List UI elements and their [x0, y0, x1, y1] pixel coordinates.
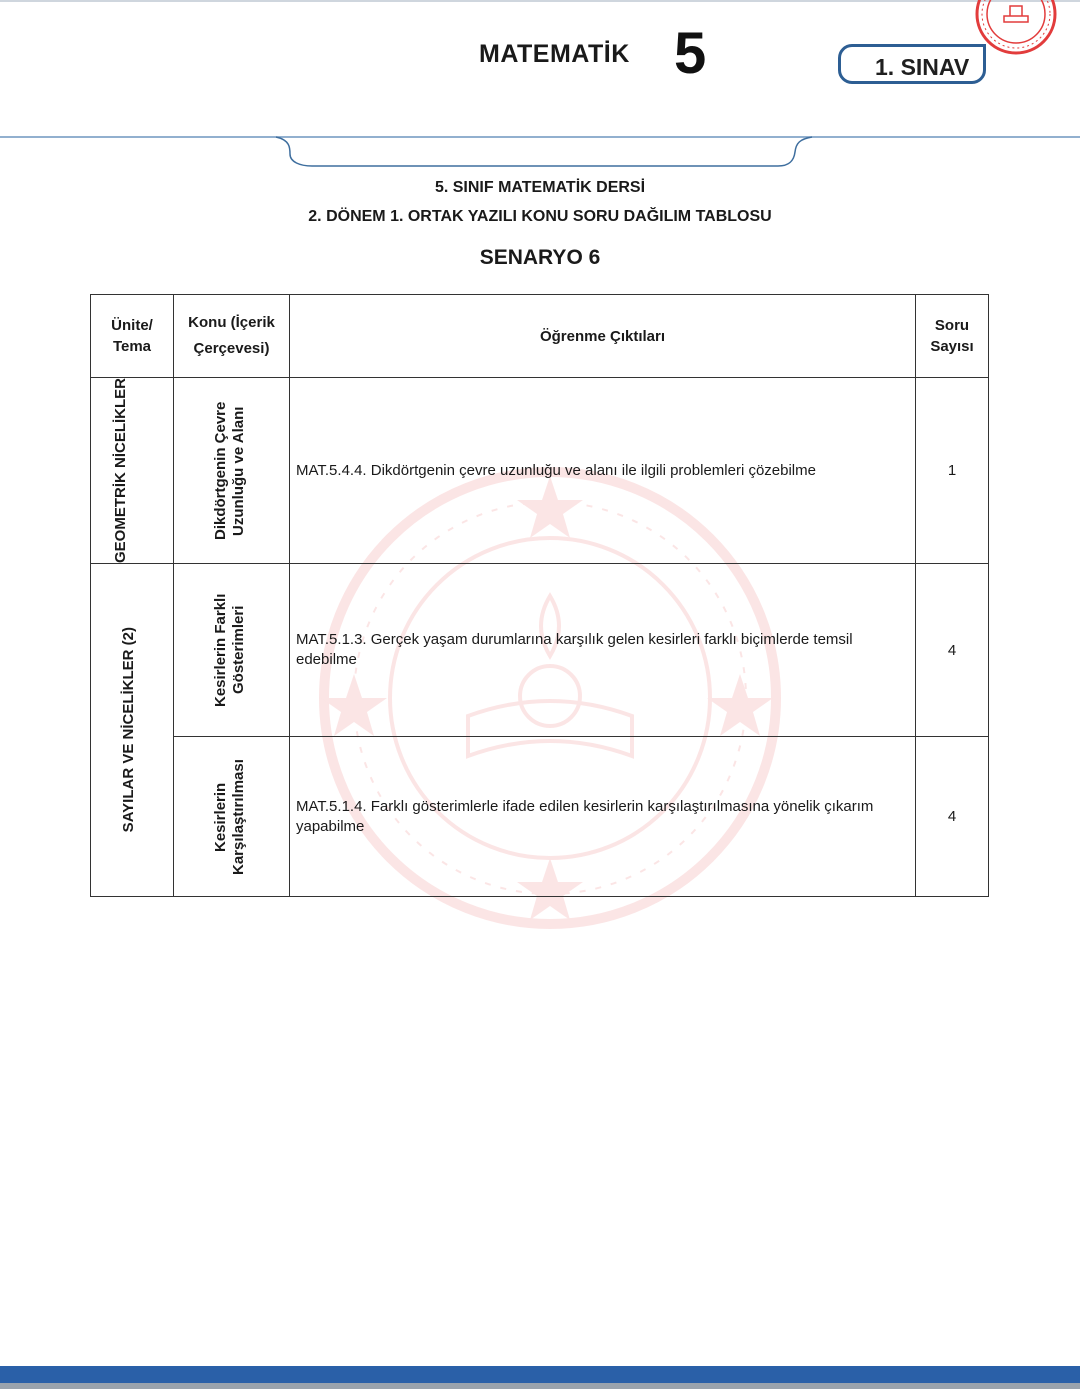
scenario-title: SENARYO 6 [479, 246, 601, 269]
topic-cell: Kesirlerin Farklı Gösterimleri [174, 564, 290, 737]
grade-number: 5 [674, 21, 707, 86]
distribution-table [90, 294, 989, 897]
table-row [91, 737, 989, 897]
outcome-cell: MAT.5.1.4. Farklı gösterimlerle ifade edilen kesirlerin karşılaştırılmasına yönelik çıkarım yapabilme [290, 737, 916, 897]
header-outcomes: Öğrenme Çıktıları [290, 295, 916, 378]
header-count: Soru Sayısı [916, 295, 989, 378]
table-header-row [91, 295, 989, 378]
top-rule [0, 0, 1080, 2]
ministry-logo-icon [974, 0, 1058, 56]
topic-cell: Kesirlerin Karşılaştırılması [174, 737, 290, 897]
count-cell: 4 [916, 737, 989, 897]
footer-bar-shadow [0, 1383, 1080, 1389]
doc-title-course: 5. SINIF MATEMATİK DERSİ [434, 179, 646, 196]
exam-label: 1. SINAV [875, 54, 970, 80]
doc-title-table: 2. DÖNEM 1. ORTAK YAZILI KONU SORU DAĞILIM TABLOSU [308, 208, 772, 225]
subject-title: MATEMATİK [479, 40, 630, 68]
count-cell: 4 [916, 564, 989, 737]
unit-cell: SAYILAR VE NİCELİKLER (2) [91, 564, 174, 897]
exam-tab [838, 44, 986, 84]
table-row [91, 564, 989, 737]
footer-bar [0, 1366, 1080, 1383]
header-unit: Ünite/ Tema [91, 295, 174, 378]
header-divider [0, 128, 1080, 178]
outcome-cell: MAT.5.1.3. Gerçek yaşam durumlarına karşılık gelen kesirleri farklı biçimlerde temsil edebilme [290, 564, 916, 737]
table-row [91, 378, 989, 564]
topic-cell: Dikdörtgenin Çevre Uzunluğu ve Alanı [174, 378, 290, 564]
header-topic: Konu (İçerik Çerçevesi) [174, 295, 290, 378]
unit-cell: GEOMETRİK NİCELİKLER [91, 378, 174, 564]
outcome-cell: MAT.5.4.4. Dikdörtgenin çevre uzunluğu ve alanı ile ilgili problemleri çözebilme [290, 378, 916, 564]
count-cell: 1 [916, 378, 989, 564]
